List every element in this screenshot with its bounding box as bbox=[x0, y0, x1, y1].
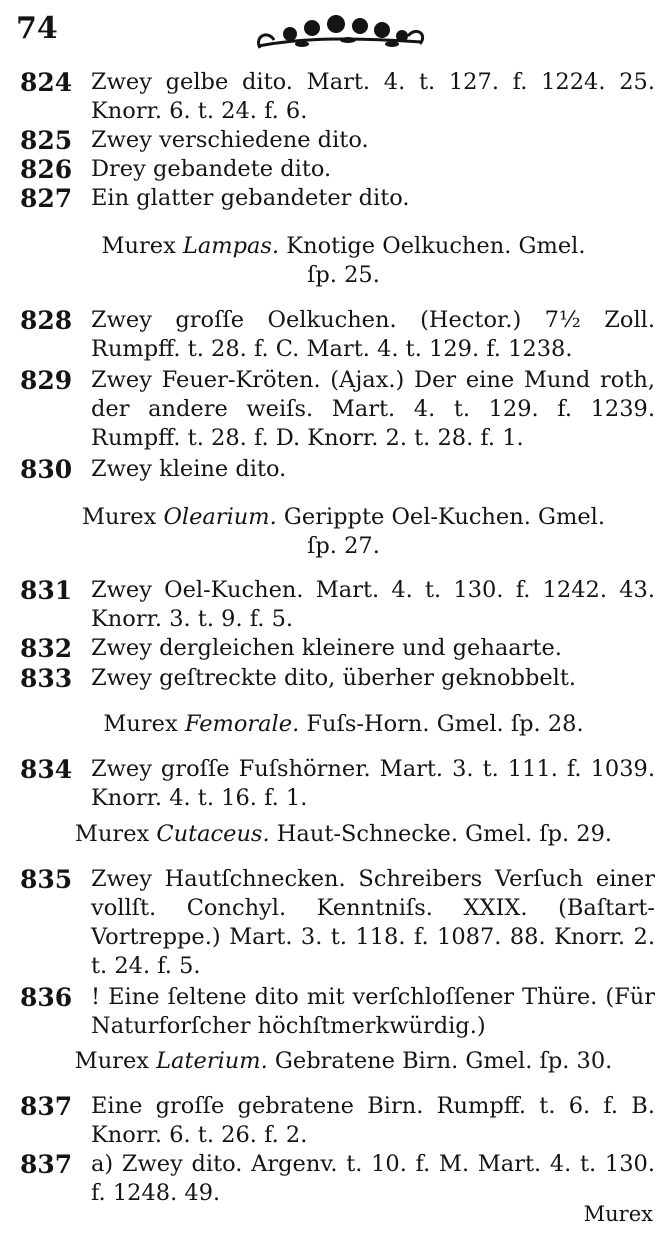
section-heading-olearium bbox=[40, 503, 647, 561]
entry-number: 835 bbox=[20, 865, 73, 894]
entry-text: Zwey dergleichen kleinere und gehaarte. bbox=[91, 635, 562, 661]
entry-number: 827 bbox=[20, 184, 73, 213]
floral-vignette-icon bbox=[250, 6, 430, 54]
genus-name: Murex bbox=[81, 504, 157, 530]
entry-number: 828 bbox=[20, 306, 73, 335]
entry-number: 824 bbox=[20, 68, 73, 97]
species-number: ſp. 25. bbox=[307, 262, 380, 288]
section-heading-laterium bbox=[40, 1047, 647, 1076]
common-name: Gebratene Birn. Gmel. ſp. 30. bbox=[274, 1048, 613, 1074]
catchword: Murex bbox=[583, 1202, 653, 1226]
entry-text: ! Eine ſeltene dito mit verſchloſſener Thüre. (Für Naturforſcher höchſtmerkwürdig.) bbox=[91, 984, 655, 1039]
entry-number: 833 bbox=[20, 664, 73, 693]
common-name: Haut-Schnecke. Gmel. ſp. 29. bbox=[276, 821, 613, 847]
entry-text: Zwey Feuer-Kröten. (Ajax.) Der eine Mund roth, der andere weiſs. Mart. 4. t. 129. f. 1239. Rumpff. t. 28. f. D. Knorr. 2. t. 28. f. 1. bbox=[91, 367, 655, 451]
entry-text: Zwey geſtreckte dito, überher geknobbelt. bbox=[91, 665, 577, 691]
entry-text: Drey gebandete dito. bbox=[91, 156, 332, 182]
entry-824 bbox=[0, 68, 667, 126]
species-number: ſp. 27. bbox=[307, 533, 380, 559]
entry-text: Zwey kleine dito. bbox=[91, 456, 287, 482]
common-name: Knotige Oelkuchen. Gmel. bbox=[286, 233, 586, 259]
genus-name: Murex bbox=[101, 233, 176, 259]
entry-text: a) Zwey dito. Argenv. t. 10. f. M. Mart. 4. t. 130. f. 1248. 49. bbox=[91, 1151, 655, 1206]
species-name: Lampas. bbox=[182, 233, 280, 259]
species-name: Cutaceus. bbox=[156, 821, 270, 847]
common-name: Gerippte Oel-Kuchen. Gmel. bbox=[283, 504, 606, 530]
page-number: 74 bbox=[16, 11, 58, 46]
entry-text: Zwey Hautſchnecken. Schreibers Verſuch einer vollſt. Conchyl. Kenntniſs. XXIX. (Baſtart-Vortreppe.) Mart. 3. t. 118. f. 1087. 88. Knorr. 2. t. 24. f. 5. bbox=[91, 866, 655, 979]
entry-text: Eine groſſe gebratene Birn. Rumpff. t. 6. f. B. Knorr. 6. t. 26. f. 2. bbox=[91, 1093, 655, 1148]
entry-text: Zwey groſſe Oelkuchen. (Hector.) 7½ Zoll. Rumpff. t. 28. f. C. Mart. 4. t. 129. f. 1238. bbox=[91, 307, 655, 362]
entry-text: Ein glatter gebandeter dito. bbox=[91, 185, 410, 211]
genus-name: Murex bbox=[74, 821, 150, 847]
genus-name: Murex bbox=[103, 711, 178, 737]
entry-text: Zwey groſſe Fuſshörner. Mart. 3. t. 111. f. 1039. Knorr. 4. t. 16. f. 1. bbox=[91, 756, 655, 811]
entry-number: 834 bbox=[20, 755, 73, 784]
entry-number: 826 bbox=[20, 155, 73, 184]
species-name: Femorale. bbox=[184, 711, 300, 737]
entry-number: 837 bbox=[20, 1150, 73, 1179]
section-heading-femorale bbox=[40, 710, 647, 739]
entry-number: 830 bbox=[20, 455, 73, 484]
common-name: Fuſs-Horn. Gmel. ſp. 28. bbox=[306, 711, 584, 737]
section-heading-lampas bbox=[40, 232, 647, 290]
entry-text: Zwey gelbe dito. Mart. 4. t. 127. f. 1224. 25. Knorr. 6. t. 24. f. 6. bbox=[91, 69, 655, 124]
entry-number: 837 bbox=[20, 1092, 73, 1121]
species-name: Olearium. bbox=[163, 504, 277, 530]
entry-number: 836 bbox=[20, 983, 73, 1012]
genus-name: Murex bbox=[74, 1048, 149, 1074]
entry-number: 829 bbox=[20, 366, 73, 395]
entry-text: Zwey verschiedene dito. bbox=[91, 127, 369, 153]
section-heading-cutaceus bbox=[40, 820, 647, 849]
species-name: Laterium. bbox=[156, 1048, 268, 1074]
entry-number: 825 bbox=[20, 126, 73, 155]
entry-number: 832 bbox=[20, 634, 73, 663]
entry-text: Zwey Oel-Kuchen. Mart. 4. t. 130. f. 1242. 43. Knorr. 3. t. 9. f. 5. bbox=[91, 577, 655, 632]
entry-number: 831 bbox=[20, 576, 73, 605]
